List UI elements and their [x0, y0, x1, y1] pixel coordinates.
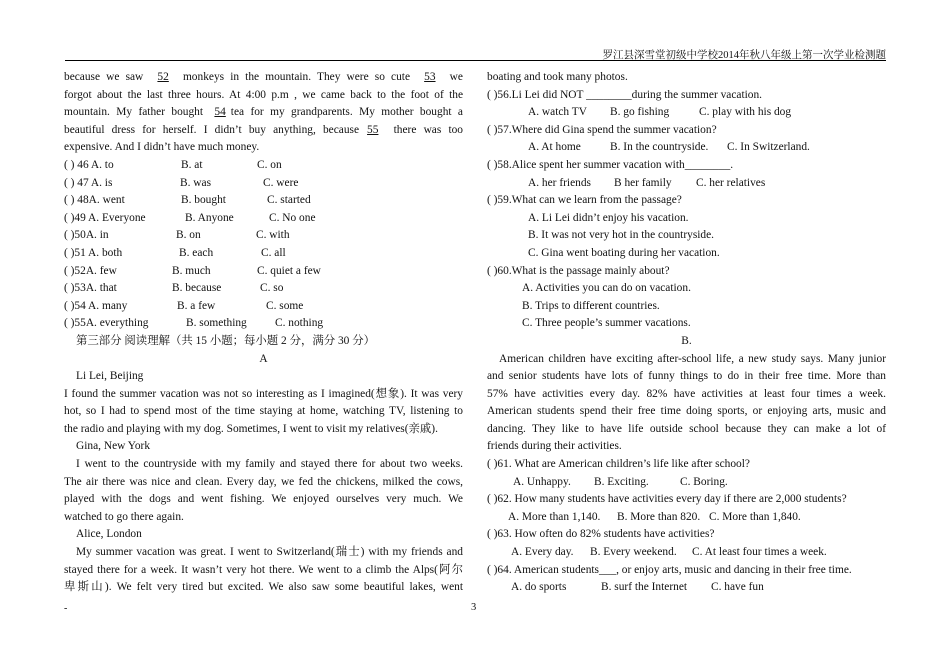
question-63-options: A. Every day. B. Every weekend. C. At least four times a week.: [511, 546, 827, 559]
passage-line: forgot about the last three hours. At 4:00 p.m , we came back to the foot of the: [64, 88, 463, 101]
paragraph-line: boating and took many photos.: [487, 71, 628, 83]
paragraph-line: hot, so I had to spend most of the time staying at home, watching TV, listening to: [64, 405, 463, 418]
writer-name: Alice, London: [76, 528, 142, 541]
paragraph-line: the radio and playing with my dog. Sometimes, I went to visit my relatives(亲戚).: [64, 422, 438, 435]
question-60-option-c: C. Three people’s summer vacations.: [522, 317, 691, 330]
blank-52: 52: [157, 71, 169, 83]
question-59-stem: ( )59.What can we learn from the passage?: [487, 194, 682, 207]
question-59-option-c: C. Gina went boating during her vacation.: [528, 246, 720, 259]
question-61-options: A. Unhappy. B. Exciting. C. Boring.: [513, 475, 728, 488]
paragraph-line: The air there was nice and clean. Every day, we fed the chickens, milked the cows,: [64, 475, 463, 488]
question-56-options: A. watch TV B. go fishing C. play with his dog: [528, 106, 792, 119]
paragraph-line: My summer vacation was great. I went to Switzerland(瑞士) with my friends and: [76, 546, 463, 559]
question-64-options: A. do sports B. surf the Internet C. have fun: [511, 581, 764, 594]
paragraph-line: I went to the countryside with my family and stayed there for about two weeks.: [76, 458, 463, 471]
question-62-stem: ( )62. How many students have activities every day if there are 2,000 students?: [487, 493, 847, 506]
paragraph-line: watched to go there again.: [64, 510, 184, 523]
footer-mark: -: [64, 603, 68, 614]
question-62-options: A. More than 1,140. B. More than 820. C. More than 1,840.: [508, 510, 801, 523]
cloze-50: ( )50A. in B. on C. with: [64, 229, 290, 242]
paragraph-line: 卑斯山). We felt very tired but excited. We also saw some beautiful lakes, went: [64, 581, 463, 594]
paragraph-line: friends during their activities.: [487, 440, 622, 453]
question-56-stem: ( )56.Li Lei did NOT ________during the summer vacation.: [487, 88, 763, 101]
page-header: 罗江县深雪堂初级中学校2014年秋八年级上第一次学业检测题: [602, 50, 886, 61]
blank-54: 54: [214, 106, 226, 119]
cloze-47: ( ) 47 A. is B. was C. were: [64, 176, 299, 189]
paragraph-line: played with the dogs and went fishing. We enjoyed ourselves very much. We: [64, 493, 463, 506]
question-58-stem: ( )58.Alice spent her summer vacation with________.: [487, 158, 734, 171]
left-column: [64, 69, 463, 597]
question-61-stem: ( )61. What are American children’s life like after school?: [487, 458, 750, 471]
paragraph-line: American students spend their free time doing sports, or enjoying arts, music and: [487, 405, 886, 418]
question-60-stem: ( )60.What is the passage mainly about?: [487, 264, 670, 277]
section-b-label: B.: [681, 334, 692, 347]
paragraph-line: 57% have activities every day. 82% have activities at least four times a week.: [487, 387, 886, 400]
cloze-51: ( )51 A. both B. each C. all: [64, 246, 286, 259]
paragraph-line: dancing. They like to have life outside school because they can make a lot of: [487, 422, 886, 435]
paragraph-line: stayed there for a week. It wasn’t very hot there. We went to a climb the Alps(阿尔: [64, 563, 463, 576]
passage-line: expensive. And I didn’t have much money.: [64, 141, 260, 154]
right-column: [487, 69, 886, 597]
cloze-53: ( )53A. that B. because C. so: [64, 282, 284, 295]
blank-55: 55: [367, 123, 379, 136]
blank-53: 53: [424, 71, 436, 83]
question-63-stem: ( )63. How often do 82% students have activities?: [487, 528, 715, 541]
cloze-52: ( )52A. few B. much C. quiet a few: [64, 264, 321, 277]
part3-heading: 第三部分 阅读理解（共 15 小题；每小题 2 分，满分 30 分）: [76, 334, 376, 347]
question-60-option-a: A. Activities you can do on vacation.: [522, 282, 691, 295]
cloze-48: ( ) 48A. went B. bought C. started: [64, 194, 311, 207]
cloze-54: ( )54 A. many B. a few C. some: [64, 299, 304, 312]
question-57-stem: ( )57.Where did Gina spend the summer vacation?: [487, 123, 717, 136]
page-number: 3: [471, 602, 477, 613]
cloze-46: ( ) 46 A. to B. at C. on: [64, 158, 282, 171]
passage-line: beautiful dress for herself. I didn’t buy anything, because 55 there was too: [64, 123, 464, 136]
cloze-49: ( )49 A. Everyone B. Anyone C. No one: [64, 211, 316, 224]
cloze-55: ( )55A. everything B. something C. nothing: [64, 317, 324, 330]
paragraph-line: American children have exciting after-school life, a new study says. Many junior: [499, 352, 886, 365]
passage-line: because we saw 52 monkeys in the mountain. They were so cute 53 we: [64, 71, 463, 83]
question-60-option-b: B. Trips to different countries.: [522, 299, 660, 312]
passage-line: mountain. My father bought 54 tea for my grandparents. My mother bought a: [64, 106, 463, 119]
section-a-label: A: [259, 352, 268, 365]
question-57-options: A. At home B. In the countryside. C. In Switzerland.: [528, 141, 810, 154]
writer-name: Li Lei, Beijing: [76, 370, 144, 383]
question-59-option-b: B. It was not very hot in the countryside.: [528, 229, 715, 242]
paragraph-line: and senior students have lots of funny things to do in their free time. More than: [487, 370, 886, 383]
question-58-options: A. her friends B her family C. her relatives: [528, 176, 766, 189]
paragraph-line: I found the summer vacation was not so interesting as I imagined(想象). It was very: [64, 387, 463, 400]
question-59-option-a: A. Li Lei didn’t enjoy his vacation.: [528, 211, 689, 224]
writer-name: Gina, New York: [76, 440, 151, 453]
question-64-stem: ( )64. American students___, or enjoy arts, music and dancing in their free time.: [487, 563, 852, 576]
header-rule: [65, 60, 886, 61]
